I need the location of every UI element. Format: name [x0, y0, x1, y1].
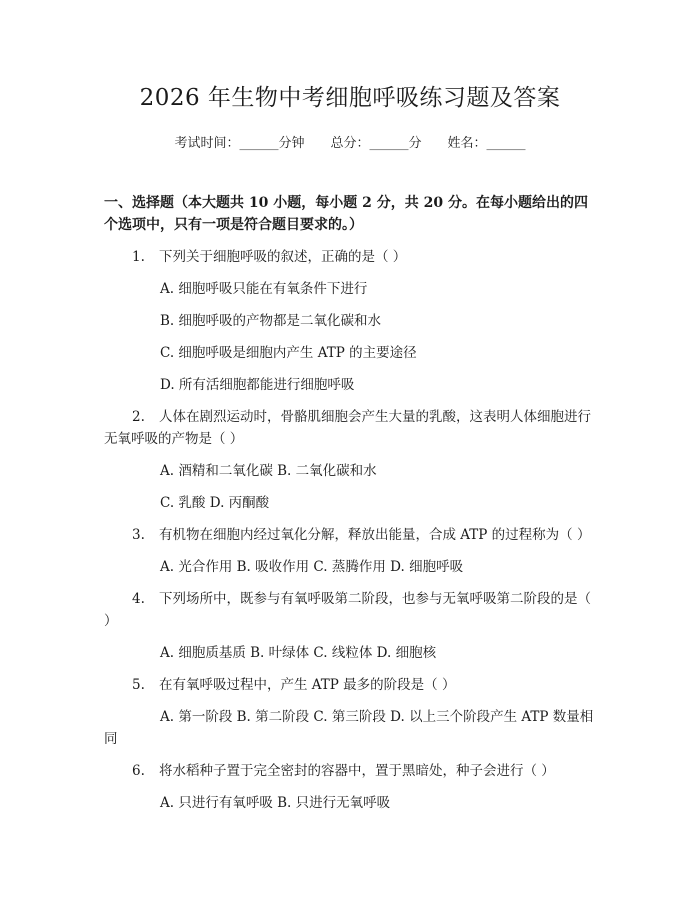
question-stem: 人体在剧烈运动时，骨骼肌细胞会产生大量的乳酸，这表明人体细胞进行无氧呼吸的产物是（ ）	[104, 409, 591, 447]
option-line: A. 酒精和二氧化碳 B. 二氧化碳和水	[160, 463, 377, 479]
name-label: 姓名：______	[447, 136, 526, 151]
question-1	[104, 246, 596, 268]
question-stem: 有机物在细胞内经过氧化分解，释放出能量，合成 ATP 的过程称为（ ）	[159, 527, 591, 543]
option-line: C. 乳酸 D. 丙酮酸	[160, 495, 270, 511]
total-score-label: 总分：______分	[330, 136, 422, 151]
exam-time-label: 考试时间：______分钟	[174, 136, 305, 151]
question-number: 2.	[132, 409, 145, 425]
page-title: 2026 年生物中考细胞呼吸练习题及答案	[139, 85, 561, 111]
option-line: C. 细胞呼吸是细胞内产生 ATP 的主要途径	[160, 345, 417, 361]
question-5	[104, 674, 596, 696]
question-stem: 将水稻种子置于完全密封的容器中，置于黑暗处，种子会进行（ ）	[159, 763, 555, 779]
option-line: A. 第一阶段 B. 第二阶段 C. 第三阶段 D. 以上三个阶段产生 ATP 数量相同	[104, 709, 594, 747]
option-line: A. 只进行有氧呼吸 B. 只进行无氧呼吸	[160, 795, 391, 811]
question-stem: 下列关于细胞呼吸的叙述，正确的是（ ）	[159, 249, 407, 265]
option-line: A. 光合作用 B. 吸收作用 C. 蒸腾作用 D. 细胞呼吸	[160, 559, 464, 575]
option-line: A. 细胞质基质 B. 叶绿体 C. 线粒体 D. 细胞核	[160, 645, 437, 661]
option-line: B. 细胞呼吸的产物都是二氧化碳和水	[160, 313, 382, 329]
option-line: D. 所有活细胞都能进行细胞呼吸	[160, 377, 355, 393]
question-stem: 在有氧呼吸过程中，产生 ATP 最多的阶段是（ ）	[159, 677, 456, 693]
option-line: A. 细胞呼吸只能在有氧条件下进行	[160, 281, 368, 297]
question-number: 3.	[132, 527, 145, 543]
question-2	[104, 406, 596, 450]
question-4	[104, 588, 596, 632]
section-heading-choice: 一、选择题（本大题共 10 小题，每小题 2 分，共 20 分。在每小题给出的四个选项中，只有一项是符合题目要求的。）	[104, 195, 588, 233]
exam-meta	[104, 134, 596, 154]
question-number: 1.	[132, 249, 145, 265]
question-stem: 下列场所中，既参与有氧呼吸第二阶段，也参与无氧呼吸第二阶段的是（ ）	[104, 591, 591, 629]
question-6	[104, 760, 596, 782]
question-3	[104, 524, 596, 546]
question-number: 6.	[132, 763, 145, 779]
question-number: 4.	[132, 591, 145, 607]
question-number: 5.	[132, 677, 145, 693]
